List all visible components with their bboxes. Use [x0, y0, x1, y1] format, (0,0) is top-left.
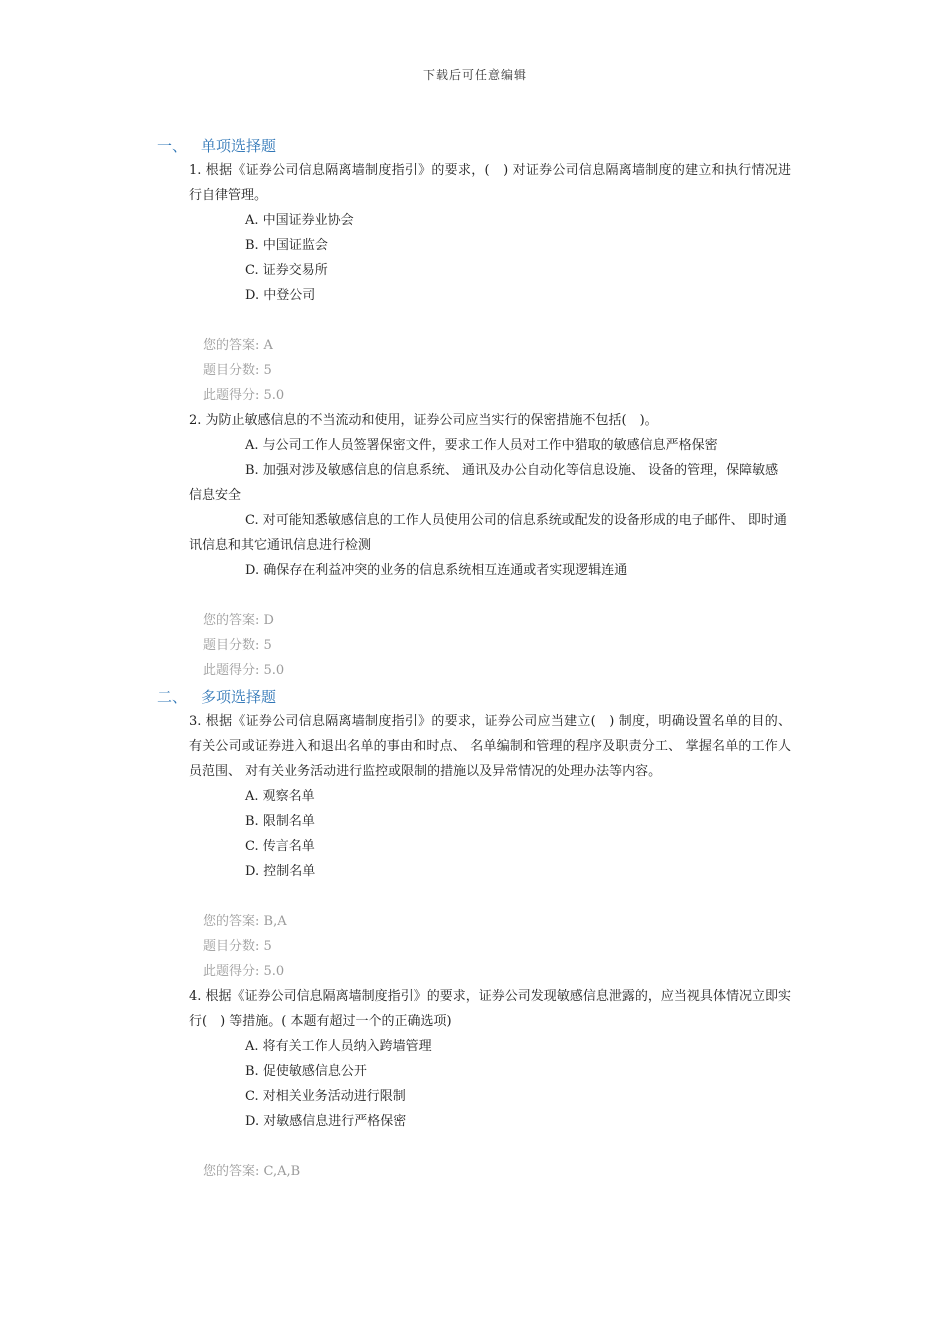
question-text: 1. 根据《证券公司信息隔离墙制度指引》的要求，( ) 对证券公司信息隔离墙制度的建立和执行情况进行自律管理。 — [189, 163, 791, 203]
section-title-single — [157, 134, 950, 158]
option-a: A. 中国证券业协会 — [245, 213, 354, 228]
document-body — [0, 134, 950, 1184]
option-b: B. 加强对涉及敏感信息的信息系统、 通讯及办公自动化等信息设施、 设备的管理，保障敏感信息安全 — [189, 463, 779, 503]
option-d: D. 确保存在利益冲突的业务的信息系统相互连通或者实现逻辑连通 — [245, 563, 628, 578]
section-label: 多项选择题 — [201, 688, 277, 706]
page-header: 下载后可任意编辑 — [422, 68, 527, 82]
your-answer: 您的答案: A — [203, 338, 273, 353]
question-got: 此题得分: 5.0 — [203, 964, 285, 979]
option-a: A. 观察名单 — [245, 789, 315, 804]
your-answer: 您的答案: D — [203, 613, 274, 628]
option-b: B. 促使敏感信息公开 — [245, 1064, 367, 1079]
question-text: 3. 根据《证券公司信息隔离墙制度指引》的要求，证券公司应当建立( ) 制度，明确设置名单的目的、 有关公司或证券进入和退出名单的事由和时点、 名单编制和管理的程序及职责分工、 掌握名单的工作人员范围、 对有关业务活动进行监控或限制的措施以及异常情况的处理办法等内容。 — [189, 714, 791, 779]
option-c: C. 证券交易所 — [245, 263, 328, 278]
section-label: 单项选择题 — [201, 137, 277, 155]
section-number: 一、 — [157, 137, 188, 155]
question-got: 此题得分: 5.0 — [203, 388, 285, 403]
your-answer: 您的答案: C,A,B — [203, 1164, 301, 1179]
option-d: D. 对敏感信息进行严格保密 — [245, 1114, 407, 1129]
question-text: 2. 为防止敏感信息的不当流动和使用，证券公司应当实行的保密措施不包括( )。 — [189, 413, 658, 428]
question-score: 题目分数: 5 — [203, 939, 272, 954]
option-a: A. 将有关工作人员纳入跨墙管理 — [245, 1039, 432, 1054]
question-got: 此题得分: 5.0 — [203, 663, 285, 678]
option-c: C. 对相关业务活动进行限制 — [245, 1089, 406, 1104]
question-score: 题目分数: 5 — [203, 363, 272, 378]
option-d: D. 中登公司 — [245, 288, 316, 303]
option-b: B. 限制名单 — [245, 814, 315, 829]
question-score: 题目分数: 5 — [203, 638, 272, 653]
option-a: A. 与公司工作人员签署保密文件，要求工作人员对工作中猎取的敏感信息严格保密 — [245, 438, 718, 453]
your-answer: 您的答案: B,A — [203, 914, 287, 929]
section-number: 二、 — [157, 688, 188, 706]
option-d: D. 控制名单 — [245, 864, 316, 879]
option-c: C. 传言名单 — [245, 839, 315, 854]
section-title-multi — [157, 685, 950, 709]
option-c: C. 对可能知悉敏感信息的工作人员使用公司的信息系统或配发的设备形成的电子邮件、 即时通讯信息和其它通讯信息进行检测 — [189, 513, 787, 553]
question-text: 4. 根据《证券公司信息隔离墙制度指引》的要求，证券公司发现敏感信息泄露的，应当视具体情况立即实行( ) 等措施。( 本题有超过一个的正确选项) — [189, 989, 791, 1029]
option-b: B. 中国证监会 — [245, 238, 328, 253]
